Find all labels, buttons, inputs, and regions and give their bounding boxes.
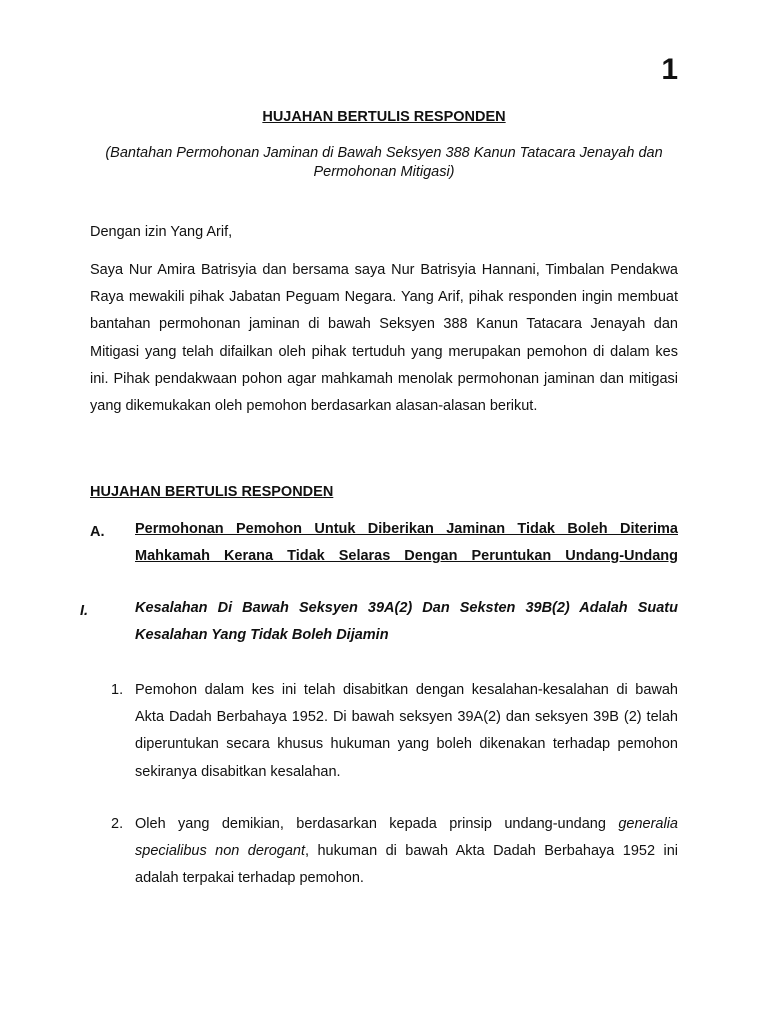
- salutation: Dengan izin Yang Arif,: [90, 224, 233, 240]
- paragraph-text: Pemohon dalam kes ini telah disabitkan dengan kesalahan-kesalahan di bawah Akta Dadah Berbahaya 1952. Di bawah seksyen 39A(2) dan seksyen 39B (2) telah diperuntukan secara khusus hukuman yang boleh dikenakan terhadap pemohon sekiranya disabitkan kesalahan.: [135, 682, 678, 780]
- subsection-i-marker: I.: [80, 603, 89, 619]
- page-number: 1: [661, 53, 678, 86]
- subsection-i-title: Kesalahan Di Bawah Seksyen 39A(2) Dan Seksten 39B(2) Adalah Suatu Kesalahan Yang Tidak Boleh Dijamin: [135, 600, 678, 643]
- document-subtitle: (Bantahan Permohonan Jaminan di Bawah Seksyen 388 Kanun Tatacara Jenayah dan Permohonan Mitigasi): [105, 145, 663, 180]
- subsection-a-marker: A.: [90, 524, 105, 540]
- paragraph-text-lead: Oleh yang demikian, berdasarkan kepada prinsip undang-undang: [135, 816, 619, 832]
- intro-paragraph: Saya Nur Amira Batrisyia dan bersama saya Nur Batrisyia Hannani, Timbalan Pendakwa Raya mewakili pihak Jabatan Peguam Negara. Yang Arif, pihak responden ingin membuat bantahan permohonan jaminan di bawah Seksyen 388 Kanun Tatacara Jenayah dan Mitigasi yang telah difailkan oleh pihak tertuduh yang merupakan pemohon di dalam kes ini. Pihak pendakwaan pohon agar mahkamah menolak permohonan jaminan dan mitigasi yang dikemukakan oleh pemohon berdasarkan alasan-alasan berikut.: [90, 262, 678, 415]
- paragraph-number: 2.: [111, 816, 124, 832]
- subsection-a-title: Permohonan Pemohon Untuk Diberikan Jaminan Tidak Boleh Diterima Mahkamah Kerana Tidak Selaras Dengan Peruntukan Undang-Undang: [135, 521, 678, 564]
- paragraph-number: 1.: [111, 682, 124, 698]
- section-heading: HUJAHAN BERTULIS RESPONDEN: [90, 484, 334, 500]
- paragraph-text: [135, 811, 678, 893]
- document-title: HUJAHAN BERTULIS RESPONDEN: [262, 109, 506, 125]
- paragraph-text-tail: , hukuman di bawah Akta Dadah Berbahaya 1952 ini adalah terpakai terhadap pemohon.: [135, 843, 678, 887]
- latin-maxim: generalia specialibus non derogant: [135, 816, 678, 860]
